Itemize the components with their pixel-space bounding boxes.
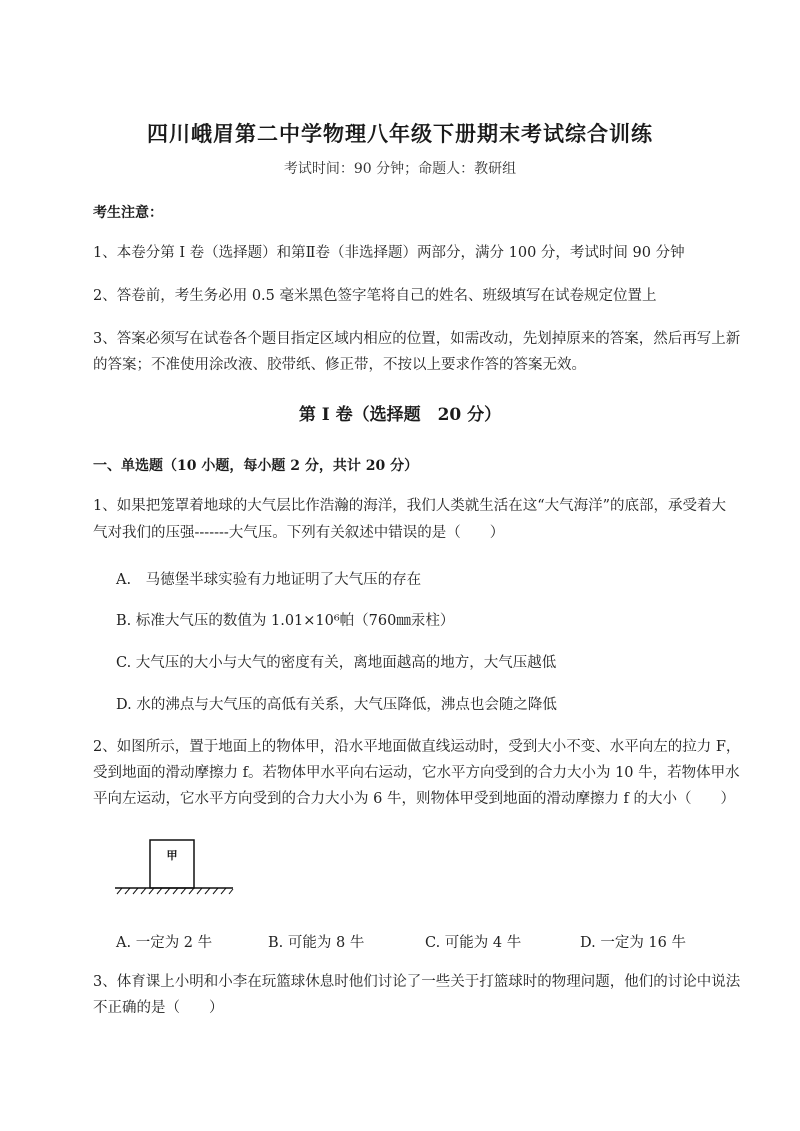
question-2-line-2: 受到地面的滑动摩擦力 f。若物体甲水平向右运动，它水平方向受到的合力大小为 10 牛，若物体甲水 [93,765,740,781]
question-2-option-a[interactable]: A. 一定为 2 牛 [116,935,213,951]
question-1-option-d[interactable]: D. 水的沸点与大气压的高低有关系，大气压降低，沸点也会随之降低 [116,697,557,713]
notice-item-3: 3、答案必须写在试卷各个题目指定区域内相应的位置，如需改动，先划掉原来的答案，然后再写上新 [93,331,741,347]
block-on-ground-figure [115,838,235,898]
block-jia [150,840,194,888]
question-2-option-b[interactable]: B. 可能为 8 牛 [268,935,365,951]
question-1-option-a[interactable]: A. 马德堡半球实验有力地证明了大气压的存在 [116,572,422,588]
question-1-option-c[interactable]: C. 大气压的大小与大气的密度有关，离地面越高的地方，大气压越低 [116,655,557,671]
section-title: 第 I 卷（选择题 20 分） [298,405,502,425]
notice-item-2: 2、答卷前，考生务必用 0.5 毫米黑色签字笔将自己的姓名、班级填写在试卷规定位置上 [93,288,657,304]
question-3-line-2: 不正确的是（ ） [93,1000,224,1016]
question-1-line-2: 气对我们的压强-------大气压。下列有关叙述中错误的是（ ） [93,525,505,541]
notice-item-1: 1、本卷分第 I 卷（选择题）和第Ⅱ卷（非选择题）两部分，满分 100 分，考试时间 90 分钟 [93,245,685,261]
question-1-line-1: 1、如果把笼罩着地球的大气层比作浩瀚的海洋，我们人类就生活在这“大气海洋”的底部，承受着大 [93,498,727,514]
notice-heading: 考生注意： [93,205,163,221]
question-2-line-3: 平向左运动，它水平方向受到的合力大小为 6 牛，则物体甲受到地面的滑动摩擦力 f 的大小（ ） [93,791,736,807]
question-3-line-1: 3、体育课上小明和小李在玩篮球休息时他们讨论了一些关于打篮球时的物理问题，他们的讨论中说法 [93,974,741,990]
question-1-option-b[interactable]: B. 标准大气压的数值为 1.01×10⁶帕（760㎜汞柱） [116,613,455,629]
notice-item-3-cont: 的答案；不准使用涂改液、胶带纸、修正带，不按以上要求作答的答案无效。 [93,357,586,373]
block-label: 甲 [166,849,178,862]
question-2-option-d[interactable]: D. 一定为 16 牛 [580,935,686,951]
part-heading: 一、单选题（10 小题，每小题 2 分，共计 20 分） [93,458,419,474]
exam-info: 考试时间：90 分钟；命题人：教研组 [283,161,517,177]
page-title: 四川峨眉第二中学物理八年级下册期末考试综合训练 [147,121,653,146]
ground-hatch [117,888,233,894]
question-2-option-c[interactable]: C. 可能为 4 牛 [425,935,522,951]
question-2-line-1: 2、如图所示，置于地面上的物体甲，沿水平地面做直线运动时，受到大小不变、水平向左的拉力 F， [93,739,741,755]
